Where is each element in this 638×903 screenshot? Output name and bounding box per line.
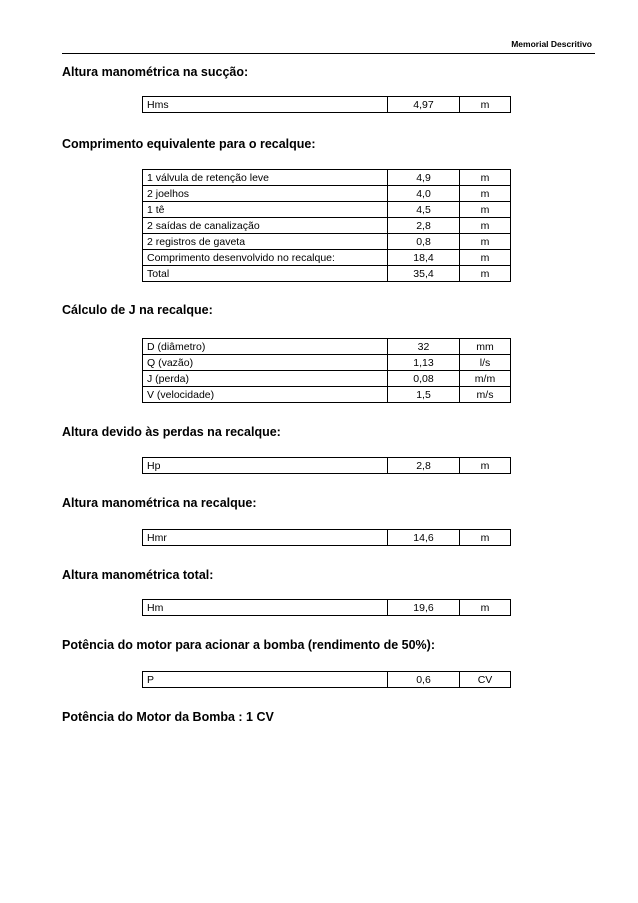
- section-heading-suction-head: Altura manométrica na sucção:: [62, 65, 249, 79]
- row-unit: l/s: [460, 355, 511, 371]
- table-row: [143, 371, 511, 387]
- row-unit: m: [460, 202, 511, 218]
- section-heading-j-calculation: Cálculo de J na recalque:: [62, 303, 213, 317]
- row-unit: m: [460, 600, 511, 616]
- row-unit: m: [460, 218, 511, 234]
- row-value: 4,0: [388, 186, 460, 202]
- row-unit: mm: [460, 339, 511, 355]
- row-value: 4,5: [388, 202, 460, 218]
- table-row: [143, 202, 511, 218]
- row-value: 0,6: [388, 672, 460, 688]
- table-suction-head: [142, 96, 511, 113]
- row-value: 0,08: [388, 371, 460, 387]
- row-unit: m/s: [460, 387, 511, 403]
- row-description: Hp: [143, 458, 388, 474]
- row-description: Total: [143, 266, 388, 282]
- header-title: Memorial Descritivo: [511, 39, 592, 49]
- row-unit: m: [460, 458, 511, 474]
- row-unit: m: [460, 530, 511, 546]
- row-description: Hm: [143, 600, 388, 616]
- section-heading-equivalent-length: Comprimento equivalente para o recalque:: [62, 137, 316, 151]
- row-value: 2,8: [388, 218, 460, 234]
- table-row: [143, 387, 511, 403]
- table-row: [143, 458, 511, 474]
- row-description: 2 registros de gaveta: [143, 234, 388, 250]
- row-value: 19,6: [388, 600, 460, 616]
- row-value: 1,13: [388, 355, 460, 371]
- row-unit: m/m: [460, 371, 511, 387]
- row-unit: CV: [460, 672, 511, 688]
- table-row: [143, 186, 511, 202]
- table-row: [143, 530, 511, 546]
- row-unit: m: [460, 234, 511, 250]
- row-unit: m: [460, 250, 511, 266]
- row-value: 18,4: [388, 250, 460, 266]
- header-rule: [62, 53, 595, 54]
- row-description: Comprimento desenvolvido no recalque:: [143, 250, 388, 266]
- row-description: 2 saídas de canalização: [143, 218, 388, 234]
- table-row: [143, 234, 511, 250]
- row-value: 32: [388, 339, 460, 355]
- table-head-loss: [142, 457, 511, 474]
- row-unit: m: [460, 97, 511, 113]
- section-heading-discharge-head: Altura manométrica na recalque:: [62, 496, 257, 510]
- table-equivalent-length: [142, 169, 511, 282]
- row-value: 0,8: [388, 234, 460, 250]
- row-value: 35,4: [388, 266, 460, 282]
- table-row: [143, 218, 511, 234]
- row-description: D (diâmetro): [143, 339, 388, 355]
- table-row: [143, 600, 511, 616]
- row-description: Q (vazão): [143, 355, 388, 371]
- row-unit: m: [460, 186, 511, 202]
- table-row: [143, 339, 511, 355]
- row-value: 14,6: [388, 530, 460, 546]
- row-value: 4,9: [388, 170, 460, 186]
- row-description: 1 válvula de retenção leve: [143, 170, 388, 186]
- table-discharge-head: [142, 529, 511, 546]
- row-description: 2 joelhos: [143, 186, 388, 202]
- row-description: 1 tê: [143, 202, 388, 218]
- row-description: V (velocidade): [143, 387, 388, 403]
- row-unit: m: [460, 170, 511, 186]
- table-row: [143, 355, 511, 371]
- row-description: J (perda): [143, 371, 388, 387]
- table-row: [143, 266, 511, 282]
- row-description: Hmr: [143, 530, 388, 546]
- table-total-head: [142, 599, 511, 616]
- section-heading-total-head: Altura manométrica total:: [62, 568, 214, 582]
- row-value: 4,97: [388, 97, 460, 113]
- section-heading-head-loss: Altura devido às perdas na recalque:: [62, 425, 281, 439]
- row-value: 2,8: [388, 458, 460, 474]
- row-unit: m: [460, 266, 511, 282]
- row-description: P: [143, 672, 388, 688]
- section-heading-motor-power: Potência do motor para acionar a bomba (rendimento de 50%):: [62, 638, 435, 652]
- table-motor-power: [142, 671, 511, 688]
- table-row: [143, 97, 511, 113]
- table-row: [143, 250, 511, 266]
- conclusion-heading: Potência do Motor da Bomba : 1 CV: [62, 710, 274, 724]
- table-j-calculation: [142, 338, 511, 403]
- row-value: 1,5: [388, 387, 460, 403]
- table-row: [143, 170, 511, 186]
- table-row: [143, 672, 511, 688]
- row-description: Hms: [143, 97, 388, 113]
